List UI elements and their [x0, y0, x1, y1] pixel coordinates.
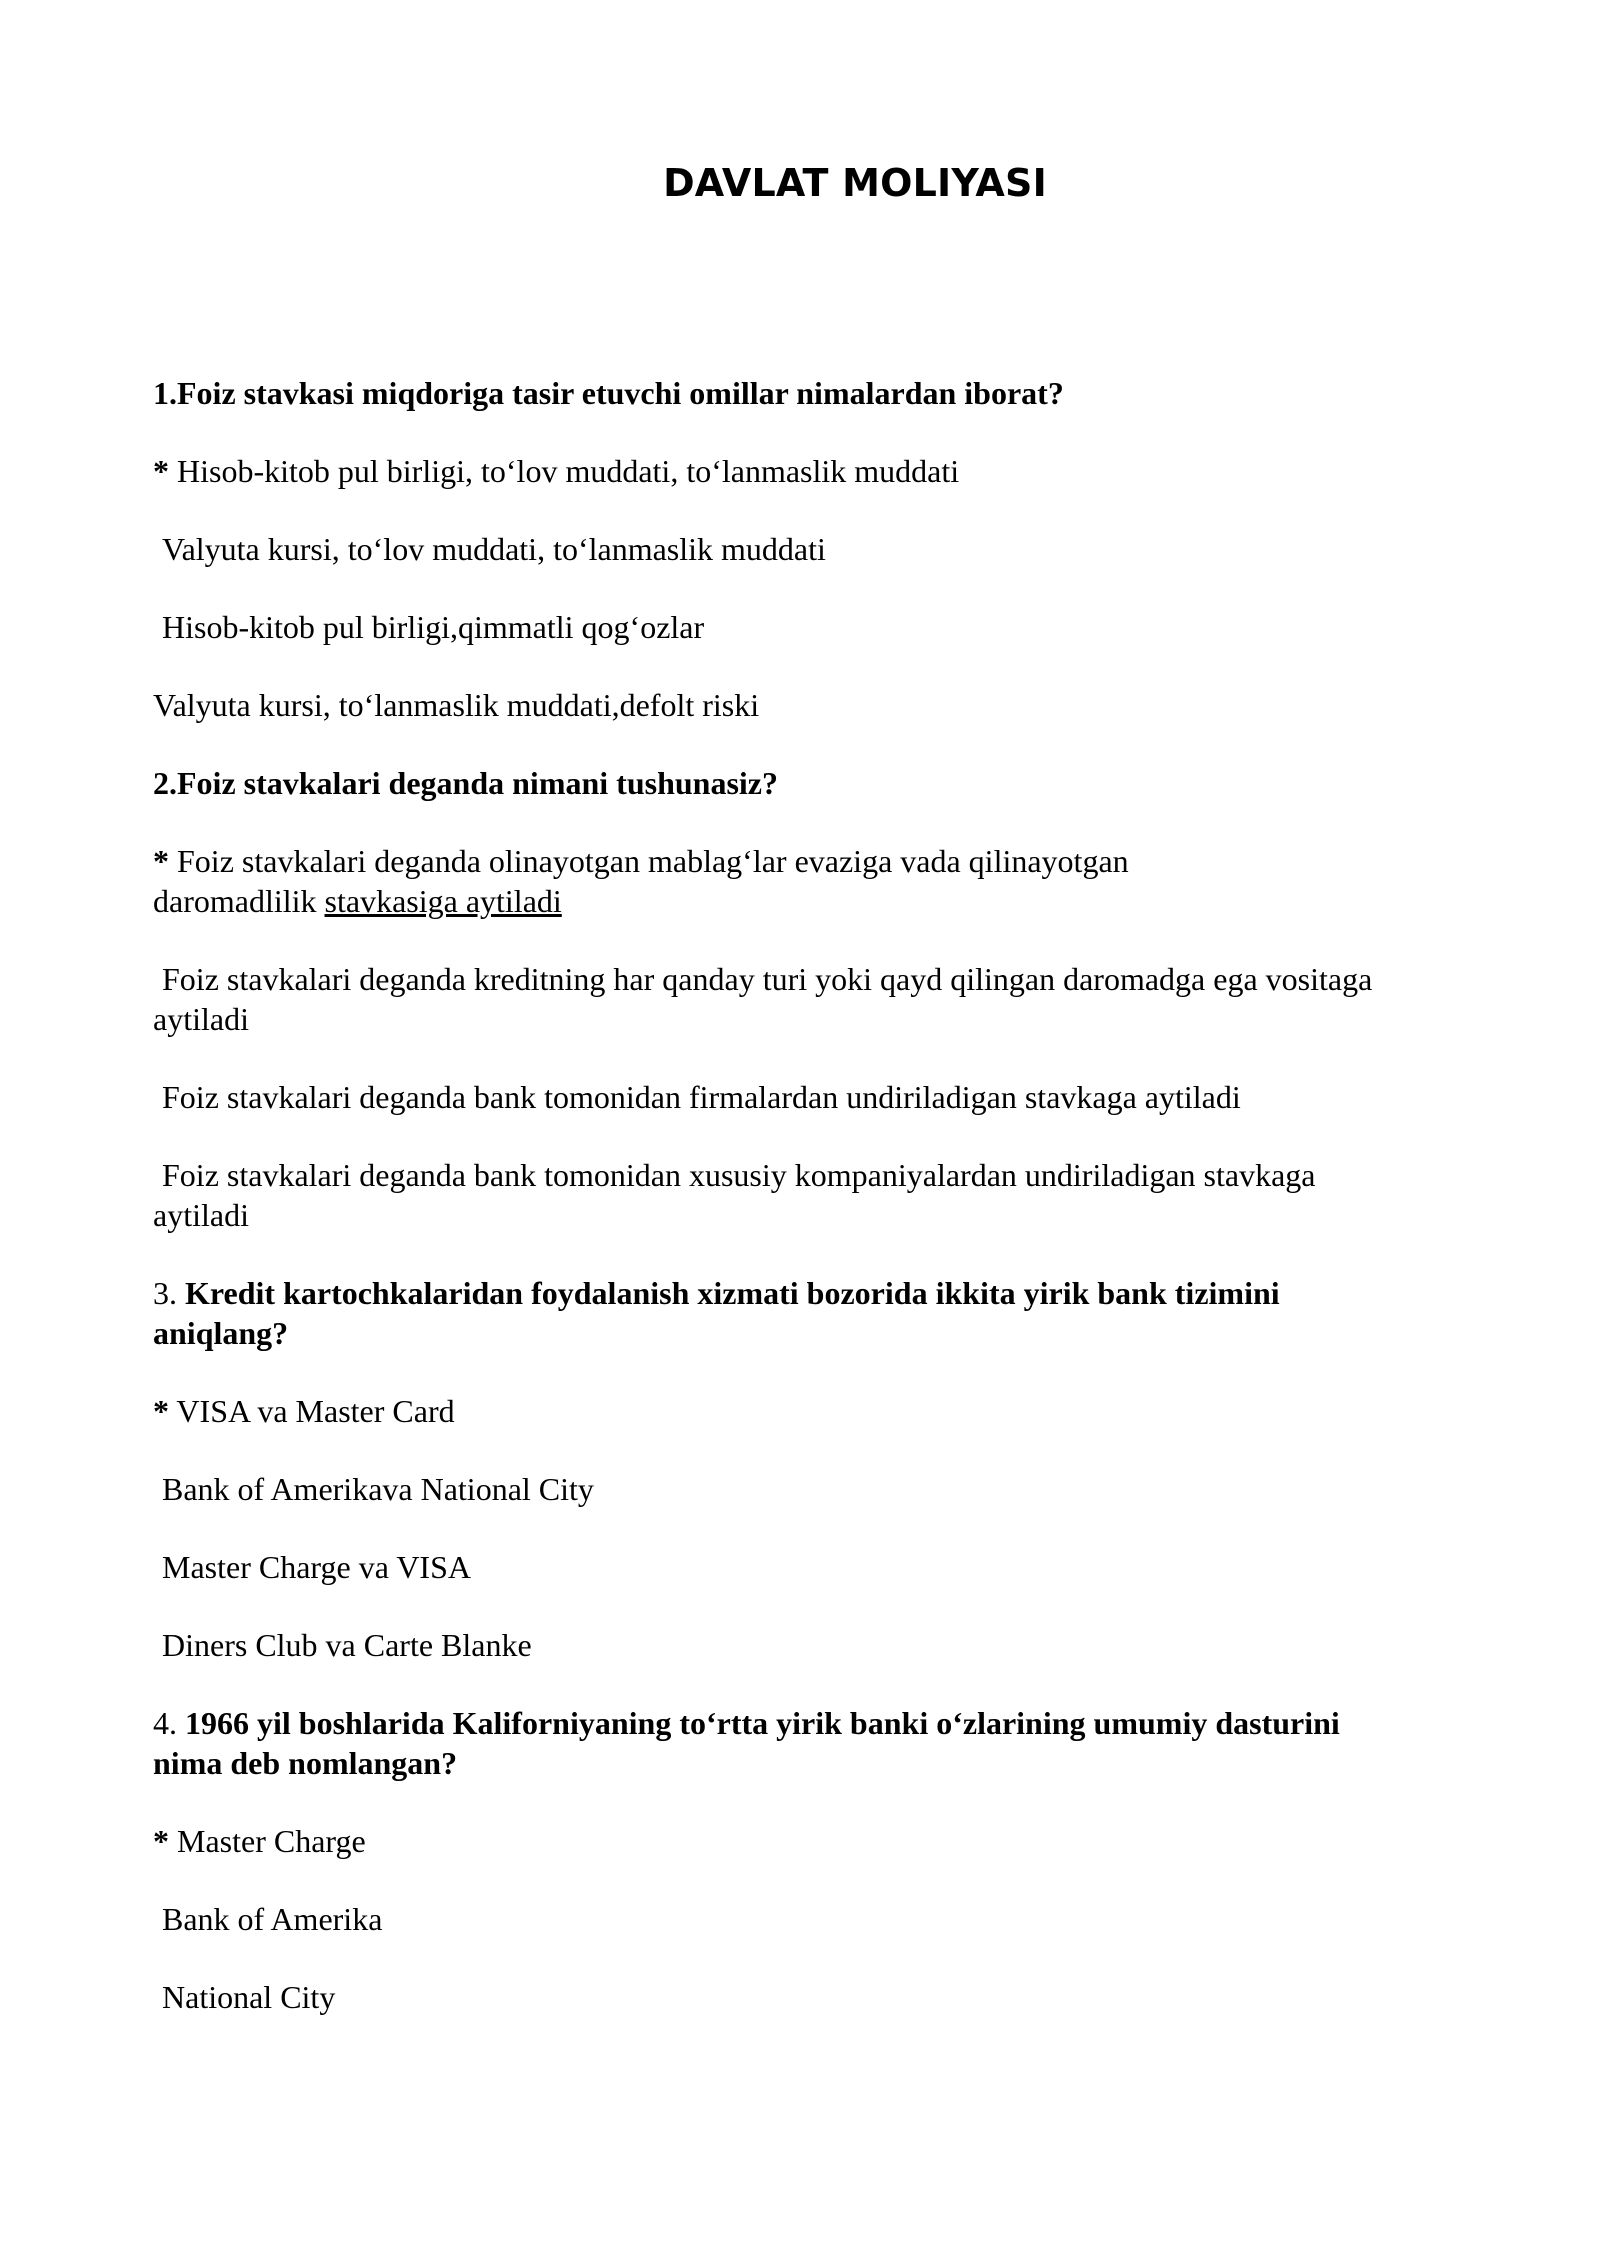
q2-option-3: Foiz stavkalari deganda bank tomonidan firmalardan undiriladigan stavkaga aytiladi — [162, 1079, 1241, 1115]
document-body — [153, 373, 1503, 2055]
question-4 — [153, 1703, 1503, 1783]
q2-option-4 — [153, 1155, 1503, 1235]
q2-option-2-line-1: Foiz stavkalari deganda kreditning har qanday turi yoki qayd qilingan daromadga ega vositaga — [162, 961, 1373, 997]
q3-option-3: Master Charge va VISA — [162, 1549, 471, 1585]
q3-option-2: Bank of Amerikava National City — [162, 1471, 594, 1507]
question-1: 1.Foiz stavkasi miqdoriga tasir etuvchi omillar nimalardan iborat? — [153, 375, 1064, 411]
q2-option-1-line-2 — [153, 881, 1503, 921]
question-3-line-1 — [153, 1273, 1503, 1313]
question-4-text: 1966 yil boshlarida Kaliforniyaning to‘rtta yirik banki o‘zlarining umumiy dasturini — [185, 1705, 1340, 1741]
q3-option-correct — [153, 1391, 1503, 1431]
question-3-text: Kredit kartochkalaridan foydalanish xizmati bozorida ikkita yirik bank tizimini — [185, 1275, 1280, 1311]
question-4-line-2: nima deb nomlangan? — [153, 1745, 458, 1781]
q1-option-3: Hisob-kitob pul birligi,qimmatli qog‘ozlar — [162, 609, 705, 645]
question-3-line-2: aniqlang? — [153, 1315, 289, 1351]
q2-option-2 — [153, 959, 1503, 1039]
q4-option-correct — [153, 1821, 1503, 1861]
q2-option-2-line-2: aytiladi — [153, 1001, 249, 1037]
question-3-number: 3. — [153, 1275, 177, 1311]
correct-marker: * — [153, 1393, 169, 1429]
q3-option-1-text: VISA va Master Card — [176, 1393, 455, 1429]
question-4-number: 4. — [153, 1705, 177, 1741]
q4-option-2: Bank of Amerika — [162, 1901, 383, 1937]
document-title: DAVLAT MOLIYASI — [663, 161, 1047, 205]
q1-option-correct — [153, 451, 1503, 491]
question-4-line-1 — [153, 1703, 1503, 1743]
q2-option-4-line-2: aytiladi — [153, 1197, 249, 1233]
correct-marker: * — [153, 453, 169, 489]
q1-option-2: Valyuta kursi, to‘lov muddati, to‘lanmaslik muddati — [162, 531, 826, 567]
q2-option-1-text-cont: daromadlilik — [153, 883, 317, 919]
q2-option-1-line-1 — [153, 841, 1503, 881]
q1-option-4: Valyuta kursi, to‘lanmaslik muddati,defolt riski — [153, 687, 760, 723]
q2-option-1-text: Foiz stavkalari deganda olinayotgan mablag‘lar evaziga vada qilinayotgan — [177, 843, 1129, 879]
q4-option-3: National City — [162, 1979, 336, 2015]
correct-marker: * — [153, 1823, 169, 1859]
q1-option-1-text: Hisob-kitob pul birligi, to‘lov muddati, to‘lanmaslik muddati — [177, 453, 960, 489]
q4-option-1-text: Master Charge — [177, 1823, 366, 1859]
q2-option-1-underlined: stavkasiga aytiladi — [324, 883, 562, 919]
question-3 — [153, 1273, 1503, 1353]
q2-option-correct — [153, 841, 1503, 921]
question-2: 2.Foiz stavkalari deganda nimani tushunasiz? — [153, 765, 778, 801]
q3-option-4: Diners Club va Carte Blanke — [162, 1627, 532, 1663]
q2-option-4-line-1: Foiz stavkalari deganda bank tomonidan xususiy kompaniyalardan undiriladigan stavkaga — [162, 1157, 1316, 1193]
correct-marker: * — [153, 843, 169, 879]
